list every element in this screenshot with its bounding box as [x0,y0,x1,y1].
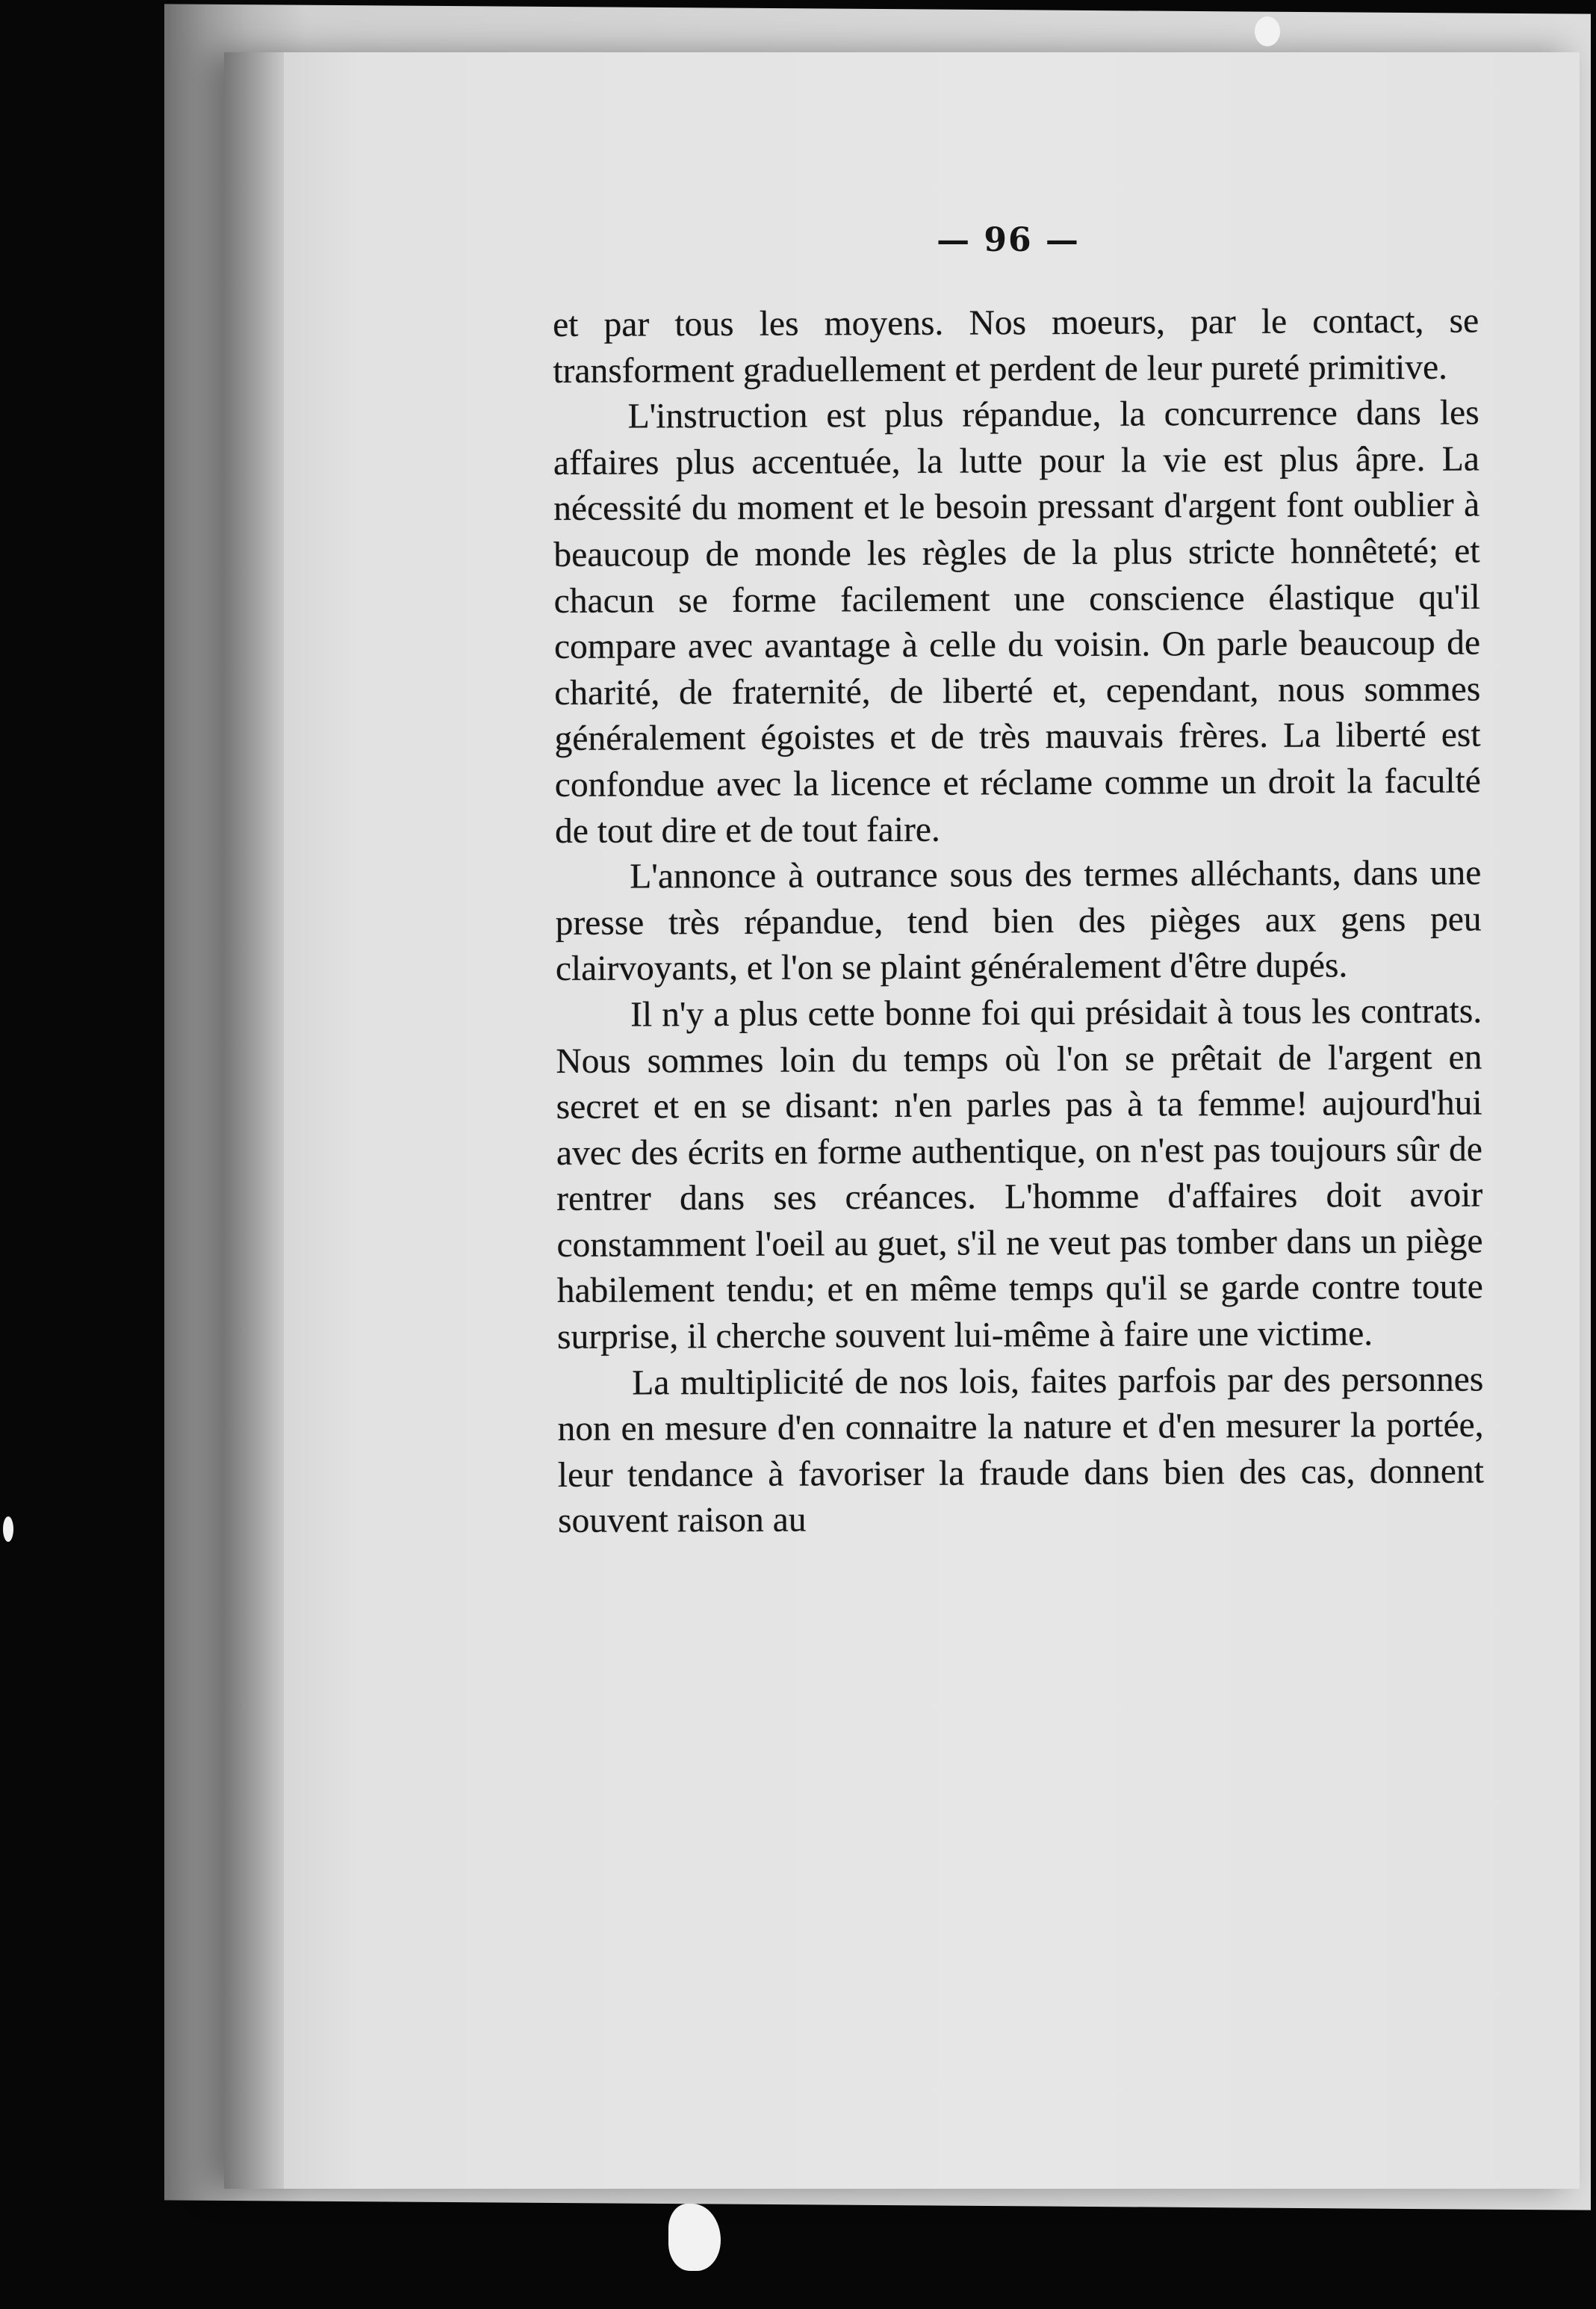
paragraph-multiplicite: La multiplicité de nos lois, faites parfois par des personnes non en mesure d'en connaitre la nature et d'en mesurer la portée, leur tendance à favoriser la fraude dans bien des cas, donnent souvent raison au [557,1360,1484,1541]
paragraph-continuation: et par tous les moyens. Nos moeurs, par le contact, se transforment graduellement et perdent de leur pureté primitive. [553,301,1479,391]
dust-speck [3,1516,13,1542]
dust-speck [1255,16,1280,46]
gutter-shadow [224,52,284,2189]
paragraph-instruction: L'instruction est plus répandue, la concurrence dans les affaires plus accentuée, la lutte pour la vie est plus âpre. La nécessité du moment et le besoin pressant d'argent font oublier à beaucoup de monde les règles de la plus stricte honnêteté; et chacun se forme facilement une conscience élastique qu'il compare avec avantage à celle du voisin. On parle beaucoup de charité, de fraternité, de liberté et, cependant, nous sommes généralement égoistes et de très mauvais frères. La liberté est confondue avec la licence et réclame comme un droit la faculté de tout dire et de tout faire. [553,393,1481,851]
page-number: — 96 — [937,221,1080,259]
paragraph-annonce: L'annonce à outrance sous des termes alléchants, dans une presse très répandue, tend bien des pièges aux gens peu clairvoyants, et l'on se plaint généralement d'être dupés. [555,853,1482,989]
dust-speck [668,2204,721,2271]
body-text [553,299,1484,1545]
paragraph-bonne-foi: Il n'y a plus cette bonne foi qui présidait à tous les contrats. Nous sommes loin du temps où l'on se prêtait de l'argent en secret et en se disant: n'en parles pas à ta femme! aujourd'hui avec des écrits en forme authentique, on n'est pas toujours sûr de rentrer dans ses créances. L'homme d'affaires doit avoir constamment l'oeil au guet, s'il ne veut pas tomber dans un piège habilement tendu; et en même temps qu'il se garde contre toute surprise, il cherche souvent lui-même à faire une victime. [556,991,1483,1357]
